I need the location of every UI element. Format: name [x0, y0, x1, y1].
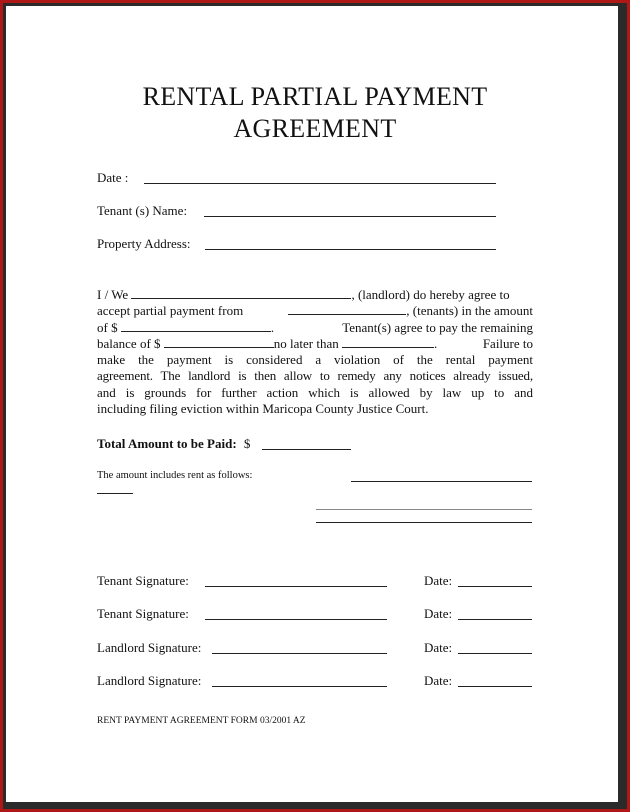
landlord-signature-date-field[interactable] [458, 653, 532, 654]
landlord-signature-label: Landlord Signature: [97, 640, 202, 655]
agreement-line: make the payment is considered a violation of the rental payment [97, 352, 533, 368]
remaining-balance-field[interactable] [164, 336, 274, 348]
agreement-text: of $ [97, 319, 118, 335]
partial-amount-field[interactable] [121, 320, 271, 332]
document-title-line-1: RENTAL PARTIAL PAYMENT [142, 82, 488, 111]
rent-breakdown-field-1[interactable] [351, 481, 532, 482]
rent-breakdown-field-3[interactable] [316, 522, 532, 523]
total-dollar-sign: $ [243, 436, 251, 451]
agreement-text: balance of $ [97, 335, 161, 351]
rent-breakdown-field-extra[interactable] [97, 493, 133, 494]
total-amount-label: Total Amount to be Paid: [97, 436, 237, 451]
agreement-text: Failure to [482, 335, 533, 351]
rent-breakdown-label: The amount includes rent as follows: [97, 470, 253, 481]
property-address-field[interactable] [205, 249, 496, 250]
tenant-signature-field[interactable] [205, 586, 387, 587]
tenant-signature-date-label: Date: [424, 606, 453, 621]
agreement-text: I / We [97, 287, 129, 302]
tenant-signature-date-field[interactable] [458, 619, 532, 620]
agreement-line: agreement. The landlord is then allow to remedy any notices already issued, [97, 368, 533, 384]
agreement-line: including filing eviction within Maricopa County Justice Court. [97, 401, 429, 417]
landlord-signature-date-label: Date: [424, 640, 453, 655]
agreement-line [97, 320, 533, 336]
agreement-text: accept partial payment from [97, 303, 244, 319]
agreement-text: . [270, 319, 275, 335]
tenant-signature-date-label: Date: [424, 573, 453, 588]
landlord-signature-field[interactable] [212, 686, 387, 687]
tenant-signature-label: Tenant Signature: [97, 573, 189, 588]
agreement-text: . [434, 335, 438, 351]
due-date-field[interactable] [342, 336, 434, 348]
tenant-signature-field[interactable] [205, 619, 387, 620]
total-amount [97, 436, 250, 452]
date-label: Date : [97, 170, 129, 185]
tenant-name-field[interactable] [204, 216, 496, 217]
agreement-text: , (tenants) in the amount [406, 303, 533, 319]
agreement-line [97, 303, 533, 319]
agreement-text: no later than [273, 335, 339, 351]
total-amount-field[interactable] [262, 449, 351, 450]
form-footer: RENT PAYMENT AGREEMENT FORM 03/2001 AZ [97, 716, 306, 726]
agreement-text: Tenant(s) agree to pay the remaining [342, 319, 533, 335]
rent-breakdown-field-2[interactable] [316, 509, 532, 510]
landlord-signature-date-field[interactable] [458, 686, 532, 687]
agreement-line [97, 287, 533, 303]
date-field[interactable] [144, 183, 496, 184]
agreement-line: and is grounds for further action which is allowed by law up to and [97, 384, 533, 400]
landlord-name-field[interactable] [131, 287, 351, 299]
tenant-signature-date-field[interactable] [458, 586, 532, 587]
agreement-text: , (landlord) do hereby agree to [351, 287, 510, 302]
agreement-line [97, 336, 533, 352]
landlord-signature-field[interactable] [212, 653, 387, 654]
agreement-paragraph [97, 287, 533, 417]
property-address-label: Property Address: [97, 236, 191, 251]
landlord-signature-date-label: Date: [424, 673, 453, 688]
tenant-signature-label: Tenant Signature: [97, 606, 189, 621]
tenants-name-field[interactable] [288, 303, 406, 315]
landlord-signature-label: Landlord Signature: [97, 673, 202, 688]
tenant-name-label: Tenant (s) Name: [97, 203, 188, 218]
document-title-line-2: AGREEMENT [233, 114, 397, 143]
